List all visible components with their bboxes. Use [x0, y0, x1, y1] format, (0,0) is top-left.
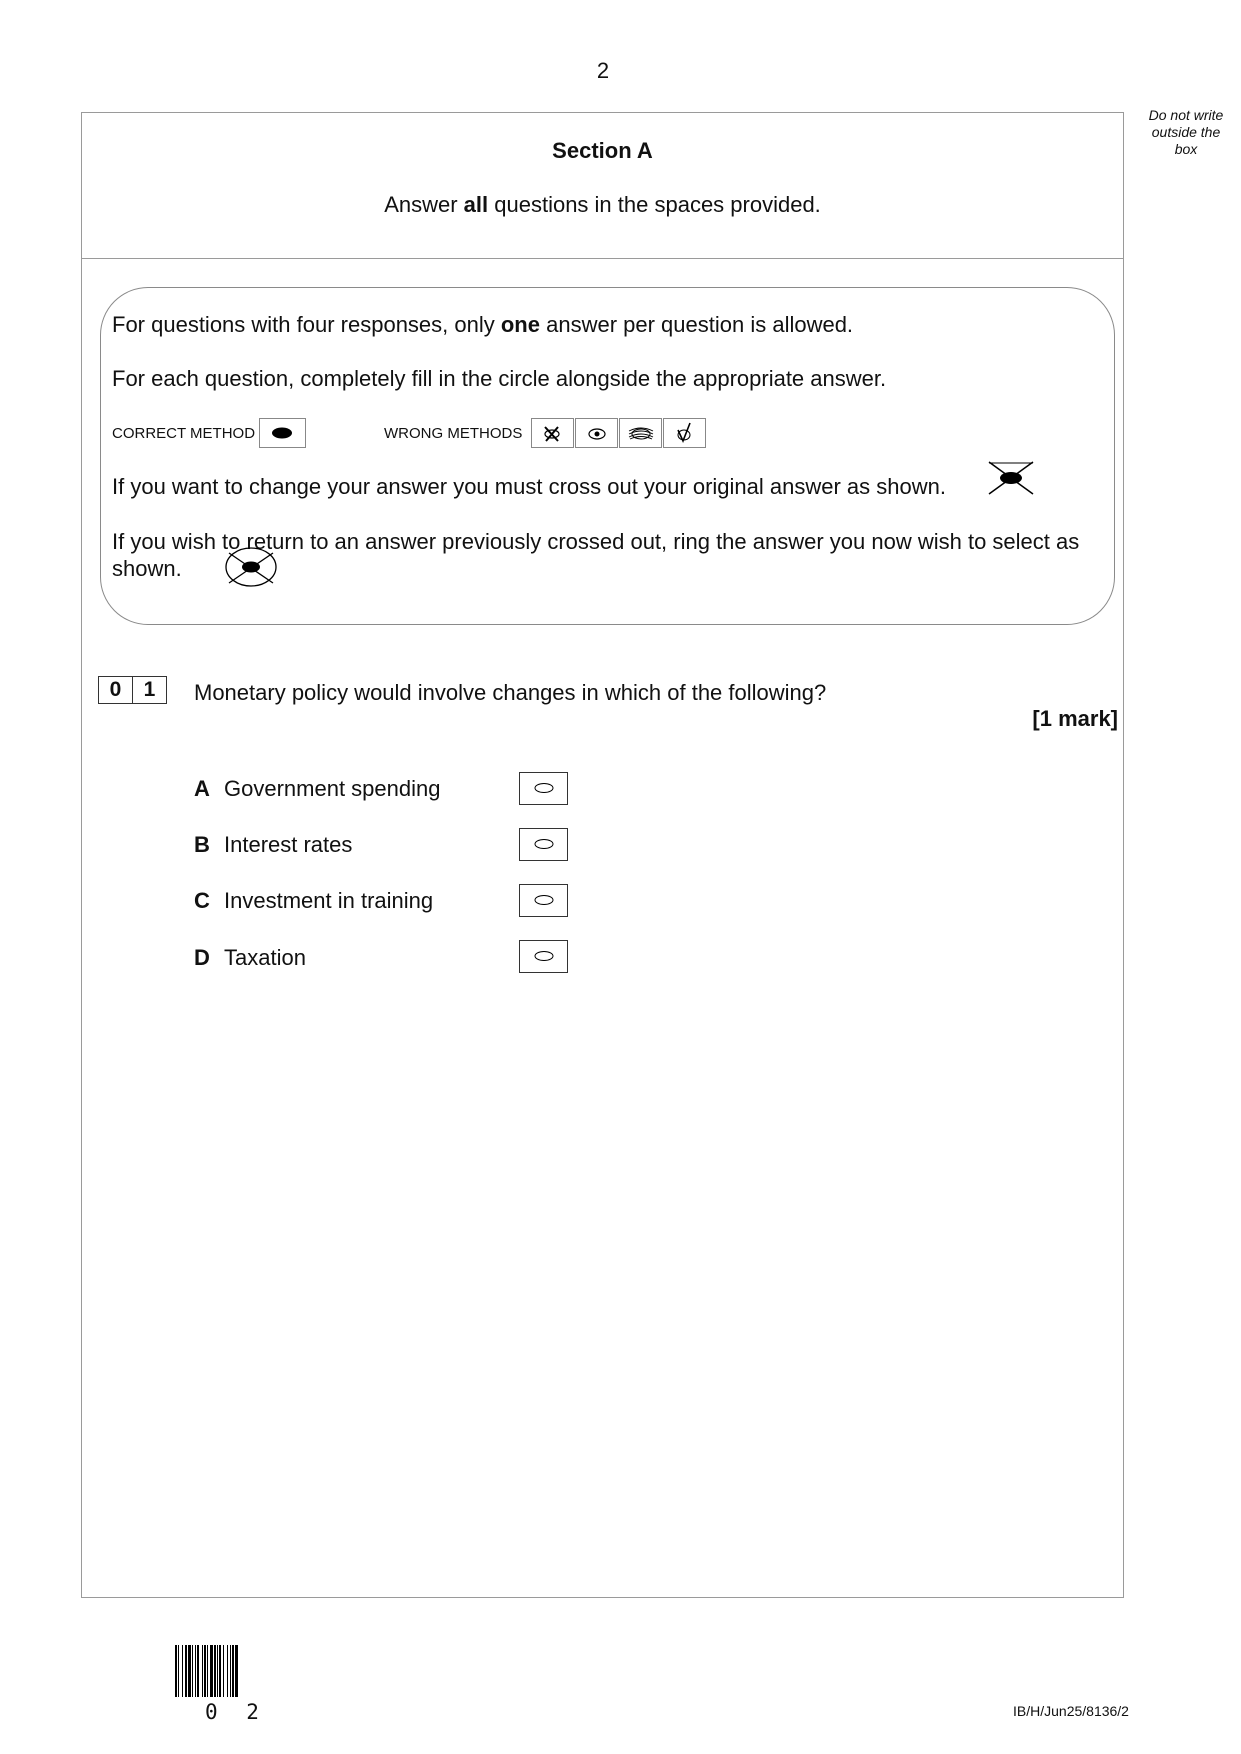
- instruction-text: For questions with four responses, only: [112, 312, 501, 337]
- crossed-ellipse-icon: [532, 419, 575, 449]
- empty-ellipse-icon: [520, 829, 569, 862]
- section-instruction: [81, 192, 1124, 218]
- question-number-digit: 1: [132, 676, 167, 704]
- page-number: 2: [596, 58, 610, 83]
- paper-reference: IB/H/Jun25/8136/2: [1013, 1703, 1129, 1719]
- option-b: [194, 832, 352, 858]
- mark-allocation: [1 mark]: [1032, 706, 1118, 731]
- wrong-method-tick-example: [663, 418, 706, 448]
- filled-ellipse-icon: [260, 419, 307, 449]
- option-c: [194, 888, 433, 914]
- instruction-change-answer: If you want to change your answer you must cross out your original answer as shown.: [112, 474, 946, 499]
- question-number-digit: 0: [98, 676, 133, 704]
- instruction-fill-circle: For each question, completely fill in the circle alongside the appropriate answer.: [112, 366, 887, 391]
- barcode-icon: [175, 1645, 291, 1697]
- option-a-answer-circle[interactable]: [519, 772, 568, 805]
- wrong-method-scribble-example: [619, 418, 662, 448]
- section-title: Section A: [552, 138, 653, 163]
- option-a: [194, 776, 440, 802]
- instruction-return-answer: If you wish to return to an answer previously crossed out, ring the answer you now wish to select as shown.: [112, 529, 1080, 581]
- margin-note-line: Do not write: [1148, 107, 1224, 123]
- option-letter: A: [194, 776, 210, 801]
- option-d-answer-circle[interactable]: [519, 940, 568, 973]
- instruction-text: answer per question is allowed.: [539, 312, 854, 337]
- option-text: Taxation: [224, 945, 306, 970]
- question-text: Monetary policy would involve changes in which of the following?: [194, 680, 827, 705]
- wrong-methods-label: WRONG METHODS: [384, 425, 523, 442]
- option-text: Government spending: [224, 776, 441, 801]
- option-letter: C: [194, 888, 210, 913]
- correct-method-example: [259, 418, 306, 448]
- wrong-method-dot-example: [575, 418, 618, 448]
- instruction-one-answer: [112, 312, 853, 338]
- instruction-text: questions in the spaces provided.: [488, 192, 821, 217]
- option-d: [194, 945, 306, 971]
- option-letter: B: [194, 832, 210, 857]
- correct-method-label: CORRECT METHOD: [112, 425, 256, 442]
- instruction-emphasis: one: [500, 312, 540, 337]
- option-b-answer-circle[interactable]: [519, 828, 568, 861]
- dotted-ellipse-icon: [576, 419, 619, 449]
- scribbled-ellipse-icon: [620, 419, 663, 449]
- option-letter: D: [194, 945, 210, 970]
- empty-ellipse-icon: [520, 773, 569, 806]
- ticked-ellipse-icon: [664, 419, 707, 449]
- option-c-answer-circle[interactable]: [519, 884, 568, 917]
- crossed-out-answer-icon: [985, 460, 1037, 496]
- option-text: Interest rates: [224, 832, 353, 857]
- empty-ellipse-icon: [520, 885, 569, 918]
- ringed-answer-icon: [223, 545, 279, 589]
- instruction-text: Answer: [384, 192, 464, 217]
- margin-note-line: box: [1174, 141, 1198, 157]
- wrong-method-cross-example: [531, 418, 574, 448]
- barcode-number: 0 2: [205, 1700, 267, 1724]
- instruction-emphasis: all: [463, 192, 489, 217]
- option-text: Investment in training: [224, 888, 434, 913]
- margin-note: [1136, 107, 1236, 158]
- section-divider: [81, 258, 1124, 259]
- margin-note-line: outside the: [1151, 124, 1221, 140]
- empty-ellipse-icon: [520, 941, 569, 974]
